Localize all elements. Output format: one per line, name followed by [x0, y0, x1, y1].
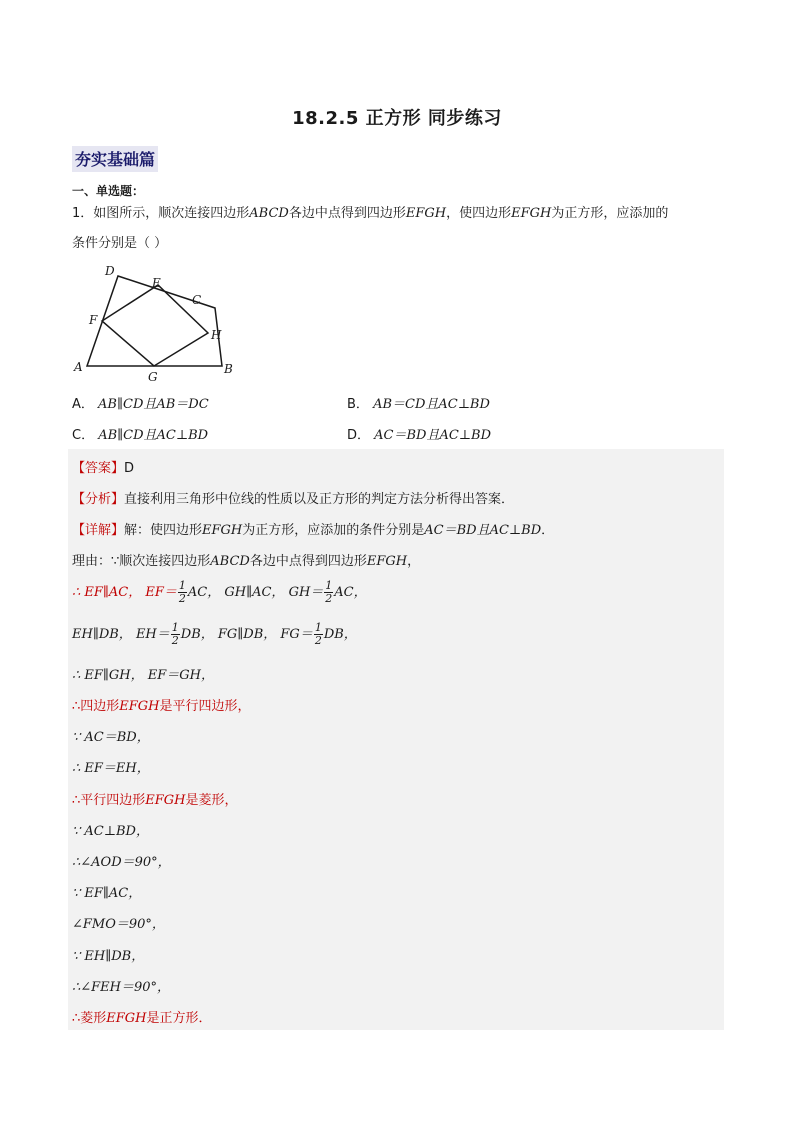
step-line: ∠FMO＝90°， [72, 917, 165, 932]
step-line: ∴ EF∥GH， EF＝GH， [72, 668, 215, 683]
math-condition: AC＝BD且AC⊥BD [424, 523, 542, 538]
question-line-2: 条件分别是（ ） [72, 236, 168, 251]
analysis-text: 直接利用三角形中位线的性质以及正方形的判定方法分析得出答案． [124, 492, 515, 507]
step-text: 是正方形． [146, 1011, 212, 1026]
math-efgh: EFGH [202, 523, 243, 538]
option-text: AB∥CD且AC⊥BD [98, 428, 209, 443]
step-line [72, 695, 251, 714]
step-line: ∴∠AOD＝90°， [72, 855, 171, 870]
question-text: ，使四边形 [446, 206, 512, 221]
step-text: DB， [323, 627, 357, 642]
section-label: 夯实基础篇 [72, 146, 158, 172]
step-text: 是菱形， [185, 793, 238, 808]
step-line: ∵ AC＝BD， [72, 730, 150, 745]
answer-tag: 【答案】 [72, 461, 125, 476]
step-line [72, 1007, 212, 1026]
option-d[interactable] [347, 424, 491, 443]
detail-text: 为正方形，应添加的条件分别是 [242, 523, 425, 538]
label-f: F [89, 313, 98, 327]
fraction-half: $\frac{1}{2}$ [314, 621, 322, 647]
label-c: C [192, 293, 202, 307]
question-line-1 [72, 205, 668, 223]
reason-text: 理由：∵顺次连接四边形 [72, 554, 211, 569]
answer-value: D [124, 461, 135, 476]
step-text: ∴平行四边形 [72, 793, 146, 808]
step-midline-ef-gh [72, 580, 367, 605]
option-text: AC＝BD且AC⊥BD [374, 428, 492, 443]
step-line: ∵ EF∥AC， [72, 886, 142, 901]
step-text: DB， FG∥DB， FG＝ [180, 627, 313, 642]
analysis-tag: 【分析】 [72, 492, 125, 507]
reason-text: ， [407, 554, 421, 569]
step-midline-eh-fg [72, 622, 357, 647]
math-efgh: EFGH [106, 1011, 147, 1026]
step-line: ∵ EH∥DB， [72, 949, 145, 964]
option-letter: D． [347, 428, 371, 443]
option-letter: B． [347, 397, 369, 412]
option-c[interactable] [72, 424, 208, 443]
step-line: ∴ EF＝EH， [72, 761, 150, 776]
label-a: A [74, 360, 83, 374]
question-text: 1．如图所示，顺次连接四边形 [72, 206, 250, 221]
step-line: ∵ AC⊥BD， [72, 824, 149, 839]
math-abcd: ABCD [210, 554, 250, 569]
step-text: AC， GH∥AC， GH＝ [187, 585, 324, 600]
geometry-figure [72, 262, 242, 384]
option-letter: C． [72, 428, 95, 443]
step-text: EH∥DB， EH＝ [72, 627, 170, 642]
math-abcd: ABCD [249, 206, 289, 221]
step-text: 是平行四边形， [159, 699, 251, 714]
math-efgh: EFGH [366, 554, 408, 569]
option-letter: A． [72, 397, 94, 412]
label-b: B [224, 362, 233, 376]
analysis-line [72, 488, 514, 507]
detail-text: ． [541, 523, 555, 538]
option-b[interactable] [347, 393, 490, 412]
detail-text: 解：使四边形 [124, 523, 203, 538]
math-efgh: EFGH [511, 206, 552, 221]
detail-line [72, 519, 554, 538]
section-subhead: 一、单选题： [72, 184, 145, 198]
reason-line [72, 550, 420, 569]
step-text: ∴ EF∥AC， EF＝ [72, 585, 177, 600]
reason-text: 各边中点得到四边形 [249, 554, 367, 569]
step-line: ∴∠FEH＝90°， [72, 980, 171, 995]
question-text: 各边中点得到四边形 [288, 206, 406, 221]
step-text: ∴四边形 [72, 699, 120, 714]
label-e: E [152, 276, 161, 290]
question-text: 为正方形，应添加的 [551, 206, 669, 221]
math-efgh: EFGH [145, 793, 186, 808]
page-title: 18.2.5 正方形 同步练习 [292, 108, 502, 129]
detail-tag: 【详解】 [72, 523, 125, 538]
fraction-half: $\frac{1}{2}$ [171, 621, 179, 647]
label-h: H [211, 328, 222, 342]
step-text: AC， [334, 585, 367, 600]
option-a[interactable] [72, 393, 209, 412]
option-text: AB＝CD且AC⊥BD [373, 397, 490, 412]
label-g: G [148, 370, 158, 384]
answer-line [72, 457, 134, 476]
math-efgh: EFGH [405, 206, 447, 221]
fraction-half: $\frac{1}{2}$ [325, 579, 333, 605]
step-text: ∴菱形 [72, 1011, 107, 1026]
step-line [72, 789, 238, 808]
option-text: AB∥CD且AB＝DC [98, 397, 209, 412]
label-d: D [105, 264, 115, 278]
fraction-half: $\frac{1}{2}$ [178, 579, 186, 605]
math-efgh: EFGH [119, 699, 160, 714]
